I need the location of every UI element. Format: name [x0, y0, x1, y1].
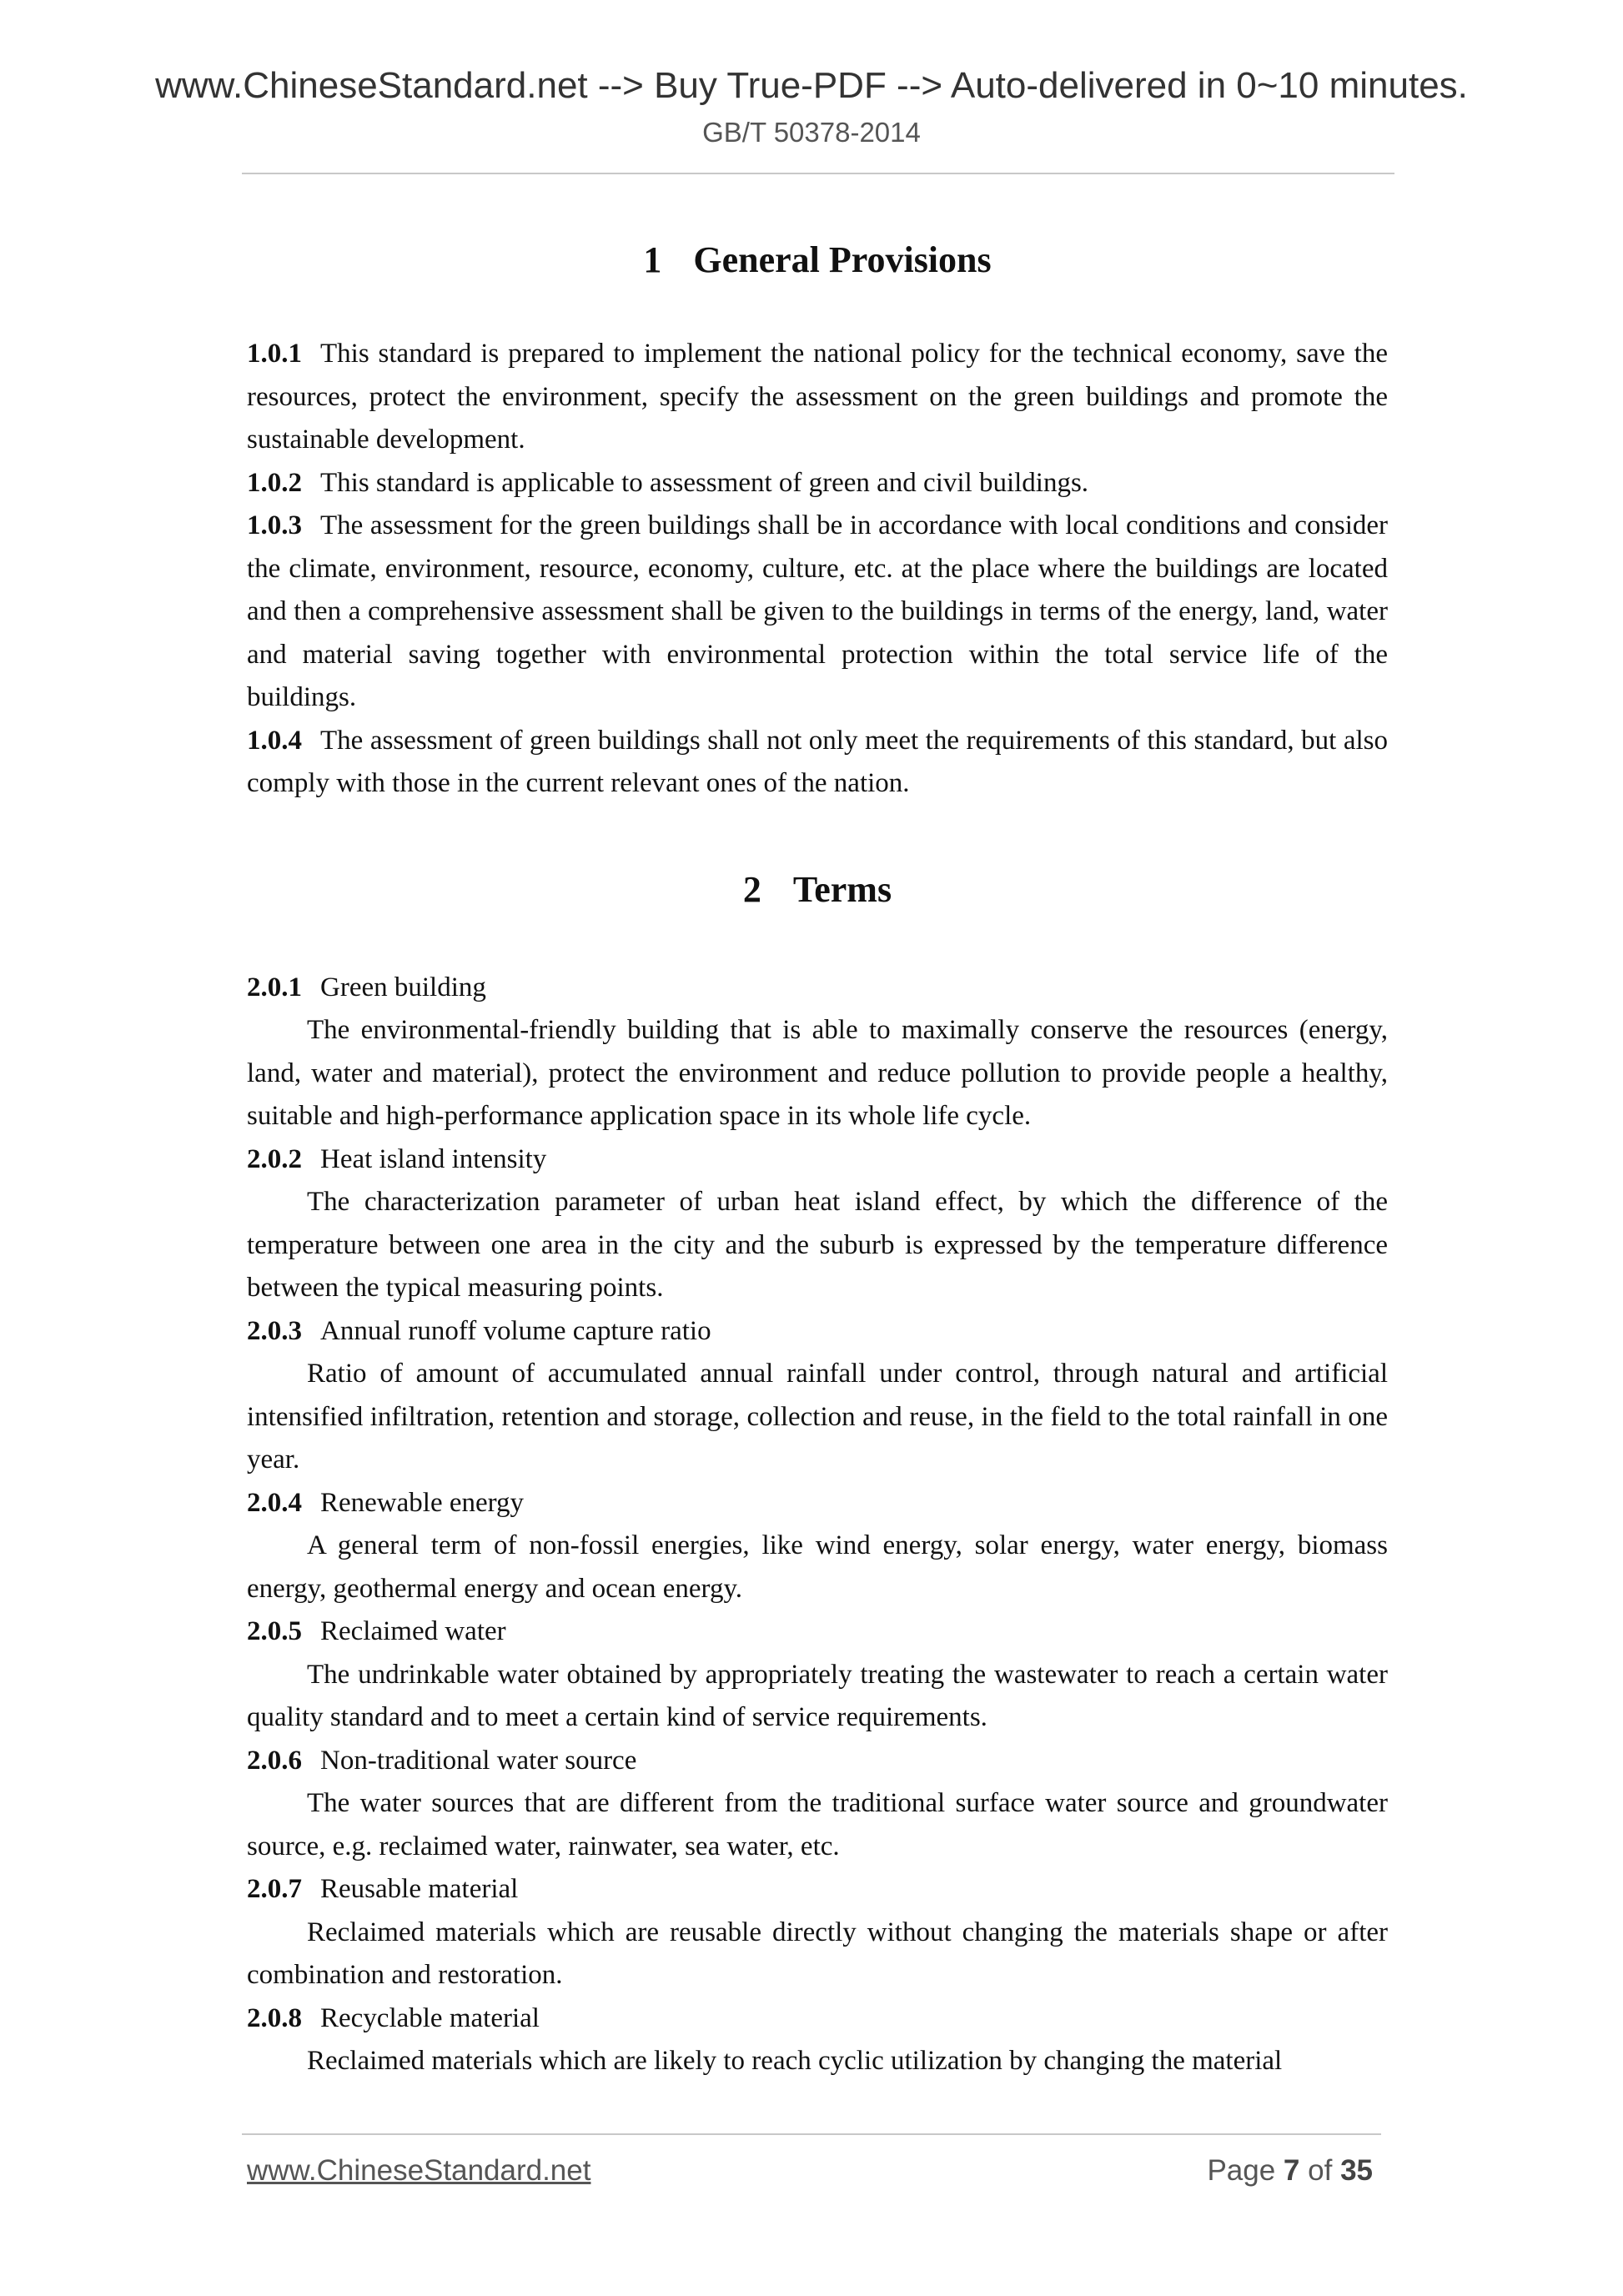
clause-text: The assessment of green buildings shall not only meet the requirements of this standard, but also comply with those in the current relevant ones of the nation. — [247, 725, 1388, 798]
term-name: Reclaimed water — [320, 1616, 506, 1646]
term-number: 2.0.3 — [247, 1315, 302, 1346]
section-1-number: 1 — [643, 239, 662, 280]
clause-number: 1.0.1 — [247, 339, 302, 369]
clause-text: This standard is prepared to implement the national policy for the technical economy, save the resources, protect the environment, specify the assessment on the green buildings and promote the sustainable development. — [247, 339, 1388, 455]
term-definition: Ratio of amount of accumulated annual rainfall under control, through natural and artificial intensified infiltration, retention and storage, collection and reuse, in the field to the total rainfall in one year. — [247, 1359, 1388, 1475]
term-number: 2.0.6 — [247, 1745, 302, 1776]
section-2-number: 2 — [742, 868, 761, 910]
clause-number: 1.0.4 — [247, 725, 302, 756]
section-1-title: General Provisions — [693, 239, 992, 280]
term-number: 2.0.4 — [247, 1487, 302, 1518]
header-banner: www.ChineseStandard.net --> Buy True-PDF --> Auto-delivered in 0~10 minutes. — [155, 65, 1468, 106]
page-content — [247, 235, 1388, 2083]
term-definition: The undrinkable water obtained by appropriately treating the wastewater to reach a certain water quality standard and to meet a certain kind of service requirements. — [247, 1659, 1388, 1732]
term-name: Green building — [320, 972, 486, 1002]
term-2-0-7 — [247, 1868, 1388, 1912]
term-2-0-5 — [247, 1610, 1388, 1654]
clause-1-0-2 — [247, 462, 1388, 505]
clause-1-0-1 — [247, 333, 1388, 462]
term-number: 2.0.7 — [247, 1874, 302, 1904]
clause-text: The assessment for the green buildings shall be in accordance with local conditions and consider the climate, environment, resource, economy, culture, etc. at the place where the buildings are located and then a comprehensive assessment shall be given to the buildings in terms of the energy, land, water and material saving together with environmental protection within the total service life of the buildings. — [247, 510, 1388, 712]
page-current: 7 — [1283, 2154, 1300, 2187]
term-2-0-2 — [247, 1138, 1388, 1182]
clause-number: 1.0.3 — [247, 510, 302, 540]
term-2-0-1 — [247, 967, 1388, 1010]
page-indicator — [1207, 2154, 1373, 2188]
section-2-heading — [247, 865, 1388, 915]
term-2-0-4 — [247, 1482, 1388, 1525]
term-definition: Reclaimed materials which are likely to reach cyclic utilization by changing the material — [307, 2046, 1283, 2076]
section-2-title: Terms — [792, 868, 892, 910]
term-name: Reusable material — [320, 1874, 519, 1904]
term-2-0-6 — [247, 1740, 1388, 1783]
term-name: Heat island intensity — [320, 1143, 547, 1174]
clause-text: This standard is applicable to assessment of green and civil buildings. — [320, 467, 1089, 498]
footer-divider — [242, 2133, 1381, 2135]
term-name: Non-traditional water source — [320, 1745, 637, 1776]
section-1-heading — [247, 235, 1388, 285]
term-definition: A general term of non-fossil energies, like wind energy, solar energy, water energy, biomass energy, geothermal energy and ocean energy. — [247, 1530, 1388, 1604]
page-word: Page — [1207, 2154, 1276, 2187]
term-definition: The water sources that are different from the traditional surface water source and groundwater source, e.g. reclaimed water, rainwater, sea water, etc. — [247, 1788, 1388, 1861]
term-definition: The environmental-friendly building that is able to maximally conserve the resources (energy, land, water and material), protect the environment and reduce pollution to provide people a healthy, suitable and high-performance application space in its whole life cycle. — [247, 1015, 1388, 1131]
term-2-0-3 — [247, 1310, 1388, 1354]
term-number: 2.0.1 — [247, 972, 302, 1002]
term-number: 2.0.2 — [247, 1143, 302, 1174]
header-divider — [242, 173, 1394, 174]
term-2-0-8 — [247, 1997, 1388, 2041]
footer-site-link[interactable]: www.ChineseStandard.net — [247, 2154, 591, 2187]
term-definition: The characterization parameter of urban heat island effect, by which the difference of the temperature between one area in the city and the suburb is expressed by the temperature difference between the typical measuring points. — [247, 1187, 1388, 1303]
term-name: Renewable energy — [320, 1487, 525, 1518]
standard-code: GB/T 50378-2014 — [702, 117, 921, 148]
page-of: of — [1308, 2154, 1333, 2187]
clause-number: 1.0.2 — [247, 467, 302, 498]
term-number: 2.0.8 — [247, 2002, 302, 2033]
term-definition: Reclaimed materials which are reusable directly without changing the materials shape or after combination and restoration. — [247, 1917, 1388, 1990]
term-name: Annual runoff volume capture ratio — [320, 1315, 711, 1346]
page-total: 35 — [1340, 2154, 1373, 2187]
term-name: Recyclable material — [320, 2002, 540, 2033]
term-number: 2.0.5 — [247, 1616, 302, 1646]
clause-1-0-3 — [247, 505, 1388, 720]
clause-1-0-4 — [247, 720, 1388, 806]
